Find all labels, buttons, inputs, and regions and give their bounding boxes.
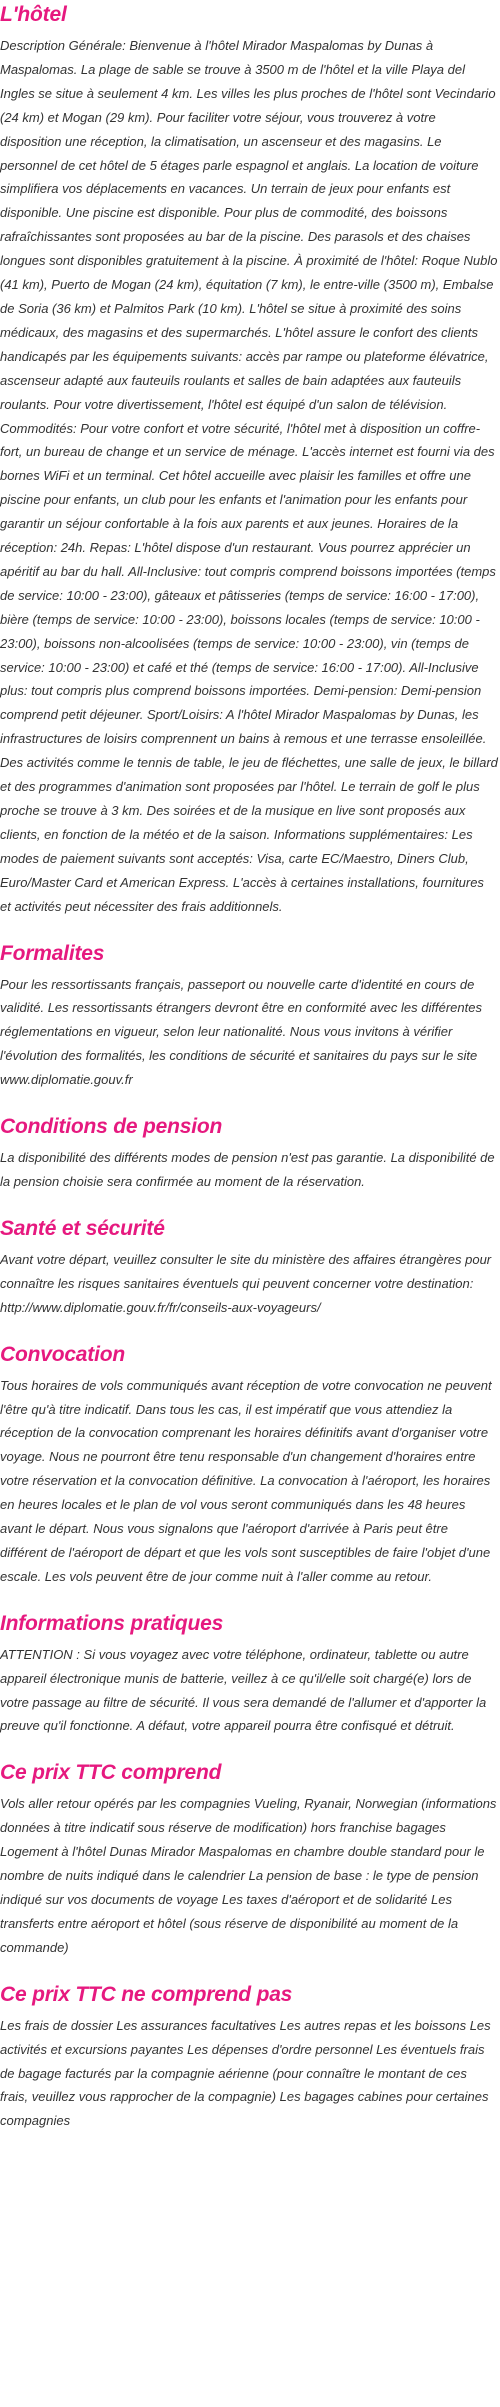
section-body: Avant votre départ, veuillez consulter le site du ministère des affaires étrangères pour connaître les risques sanitaires éventuels qui peuvent concerner votre destination: http://www.diplomatie.gouv.fr/fr/conseils-aux-voyageurs/ xyxy=(0,1251,492,1315)
section-body: Vols aller retour opérés par les compagnies Vueling, Ryanair, Norwegian (informations données à titre indicatif sous réserve de modification) hors franchise bagages Logement à l'hôtel Dunas Mirador Maspalomas en chambre double standard pour le nombre de nuits indiqué dans le calendrier La pension de base : le type de pension indiqué sur vos documents de voyage Les taxes d'aéroport et de solidarité Les transferts entre aéroport et hôtel (sous réserve de disponibilité au moment de la commande) xyxy=(0,1796,497,1955)
section-title: Ce prix TTC ne comprend pas xyxy=(0,1982,293,2006)
section-title: Informations pratiques xyxy=(0,1611,224,1635)
section-body: ATTENTION : Si vous voyagez avec votre téléphone, ordinateur, tablette ou autre appareil électronique munis de batterie, veillez à ce qu'il/elle soit chargé(e) lors de votre passage au filtre de sécurité. Il vous sera demandé de l'allumer et d'apporter la preuve qu'il fonctionne. A défaut, votre appareil pourra être confisqué et détruit. xyxy=(0,1646,487,1734)
section-formalites xyxy=(0,939,498,1093)
section-prix-comprend xyxy=(0,1758,498,1959)
section-title: Santé et sécurité xyxy=(0,1216,165,1240)
section-body: Les frais de dossier Les assurances facultatives Les autres repas et les boissons Les activités et excursions payantes Les dépenses d'ordre personnel Les éventuels frais de bagage facturés par la compagnie aérienne (pour connaître le montant de ces frais, veuillez vous rapprocher de la compagnie) Les bagages cabines pour certaines compagnies xyxy=(0,2017,491,2129)
section-convocation xyxy=(0,1340,498,1589)
section-title: Convocation xyxy=(0,1342,125,1366)
section-prix-ne-comprend-pas xyxy=(0,1980,498,2134)
section-body: La disponibilité des différents modes de pension n'est pas garantie. La disponibilité de la pension choisie sera confirmée au moment de la réservation. xyxy=(0,1150,495,1189)
section-hotel xyxy=(0,0,498,919)
section-body: Description Générale: Bienvenue à l'hôtel Mirador Maspalomas by Dunas à Maspalomas. La plage de sable se trouve à 3500 m de l'hôtel et la ville Playa del Ingles se situe à seulement 4 km. Les villes les plus proches de l'hôtel sont Vecindario (24 km) et Mogan (29 km). Pour faciliter votre séjour, vous trouverez à votre disposition une réception, la climatisation, un ascenseur et des magasins. Le personnel de cet hôtel de 5 étages parle espagnol et anglais. La location de voiture simplifiera vos déplacements en vacances. Un terrain de jeux pour enfants est disponible. Une piscine est disponible. Pour plus de commodité, des boissons rafraîchissantes sont proposées au bar de la piscine. Des parasols et des chaises longues sont disponibles gratuitement à la piscine. À proximité de l'hôtel: Roque Nublo (41 km), Puerto de Mogan (24 km), équitation (7 km), le entre-ville (3500 m), Embalse de Soria (36 km) et Palmitos Park (10 km). L'hôtel se situe à proximité des soins médicaux, des magasins et des supermarchés. L'hôtel assure le confort des clients handicapés par les équipements suivants: accès par rampe ou plateforme élévatrice, ascenseur adapté aux fauteuils roulants et salles de bain adaptées aux fauteuils roulants. Pour votre divertissement, l'hôtel est équipé d'un salon de télévision. Commodités: Pour votre confort et votre sécurité, l'hôtel met à disposition un coffre-fort, un bureau de change et un service de ménage. L'accès internet est fourni via des bornes WiFi et un terminal. Cet hôtel accueille avec plaisir les familles et offre une piscine pour enfants, un club pour les enfants et l'animation pour les enfants pour garantir un séjour confortable à la fois aux parents et aux jeunes. Horaires de la réception: 24h. Repas: L'hôtel dispose d'un restaurant. Vous pourrez apprécier un apéritif au bar du hall. All-Inclusive: tout compris comprend boissons importées (temps de service: 10:00 - 23:00), gâteaux et pâtisseries (temps de service: 16:00 - 17:00), bière (temps de service: 10:00 - 23:00), boissons locales (temps de service: 10:00 - 23:00), boissons non-alcoolisées (temps de service: 10:00 - 23:00), vin (temps de service: 10:00 - 23:00) et café et thé (temps de service: 16:00 - 17:00). All-Inclusive plus: tout compris plus comprend boissons importées. Demi-pension: Demi-pension comprend petit déjeuner. Sport/Loisirs: A l'hôtel Mirador Maspalomas by Dunas, les infrastructures de loisirs comprennent un bains à remous et une terrasse ensoleillée. Des activités comme le tennis de table, le jeu de fléchettes, une salle de jeux, le billard et des programmes d'animation sont proposées par l'hôtel. Le terrain de golf le plus proche se trouve à 3 km. Des soirées et de la musique en live sont proposés aux clients, en fonction de la météo et de la saison. Informations supplémentaires: Les modes de paiement suivants sont acceptés: Visa, carte EC/Maestro, Diners Club, Euro/Master Card et American Express. L'accès à certaines installations, fournitures et activités peut nécessiter des frais additionnels. xyxy=(0,38,498,914)
section-title: L'hôtel xyxy=(0,3,67,26)
section-body: Pour les ressortissants français, passeport ou nouvelle carte d'identité en cours de validité. Les ressortissants étrangers devront être en conformité avec les différentes réglementations en vigueur, selon leur nationalité. Nous vous invitons à vérifier l'évolution des formalités, les conditions de sécurité et sanitaires du pays sur le site www.diplomatie.gouv.fr xyxy=(0,976,482,1088)
section-informations-pratiques xyxy=(0,1609,498,1739)
section-sante-securite xyxy=(0,1214,498,1320)
section-body: Tous horaires de vols communiqués avant réception de votre convocation ne peuvent l'être qu'à titre indicatif. Dans tous les cas, il est impératif que vous attendiez la réception de la convocation comprenant les horaires définitifs avant d'organiser votre voyage. Nous ne pourront être tenu responsable d'un changement d'horaires entre votre réservation et la convocation définitive. La convocation à l'aéroport, les horaires en heures locales et le plan de vol vous seront communiqués dans les 48 heures avant le départ. Nous vous signalons que l'aéroport d'arrivée à Paris peut être différent de l'aéroport de départ et que les vols sont susceptibles de faire l'objet d'une escale. Les vols peuvent être de jour comme nuit à l'aller comme au retour. xyxy=(0,1377,492,1584)
section-conditions-pension xyxy=(0,1112,498,1194)
section-title: Conditions de pension xyxy=(0,1115,223,1139)
section-title: Formalites xyxy=(0,941,105,965)
section-title: Ce prix TTC comprend xyxy=(0,1761,222,1785)
